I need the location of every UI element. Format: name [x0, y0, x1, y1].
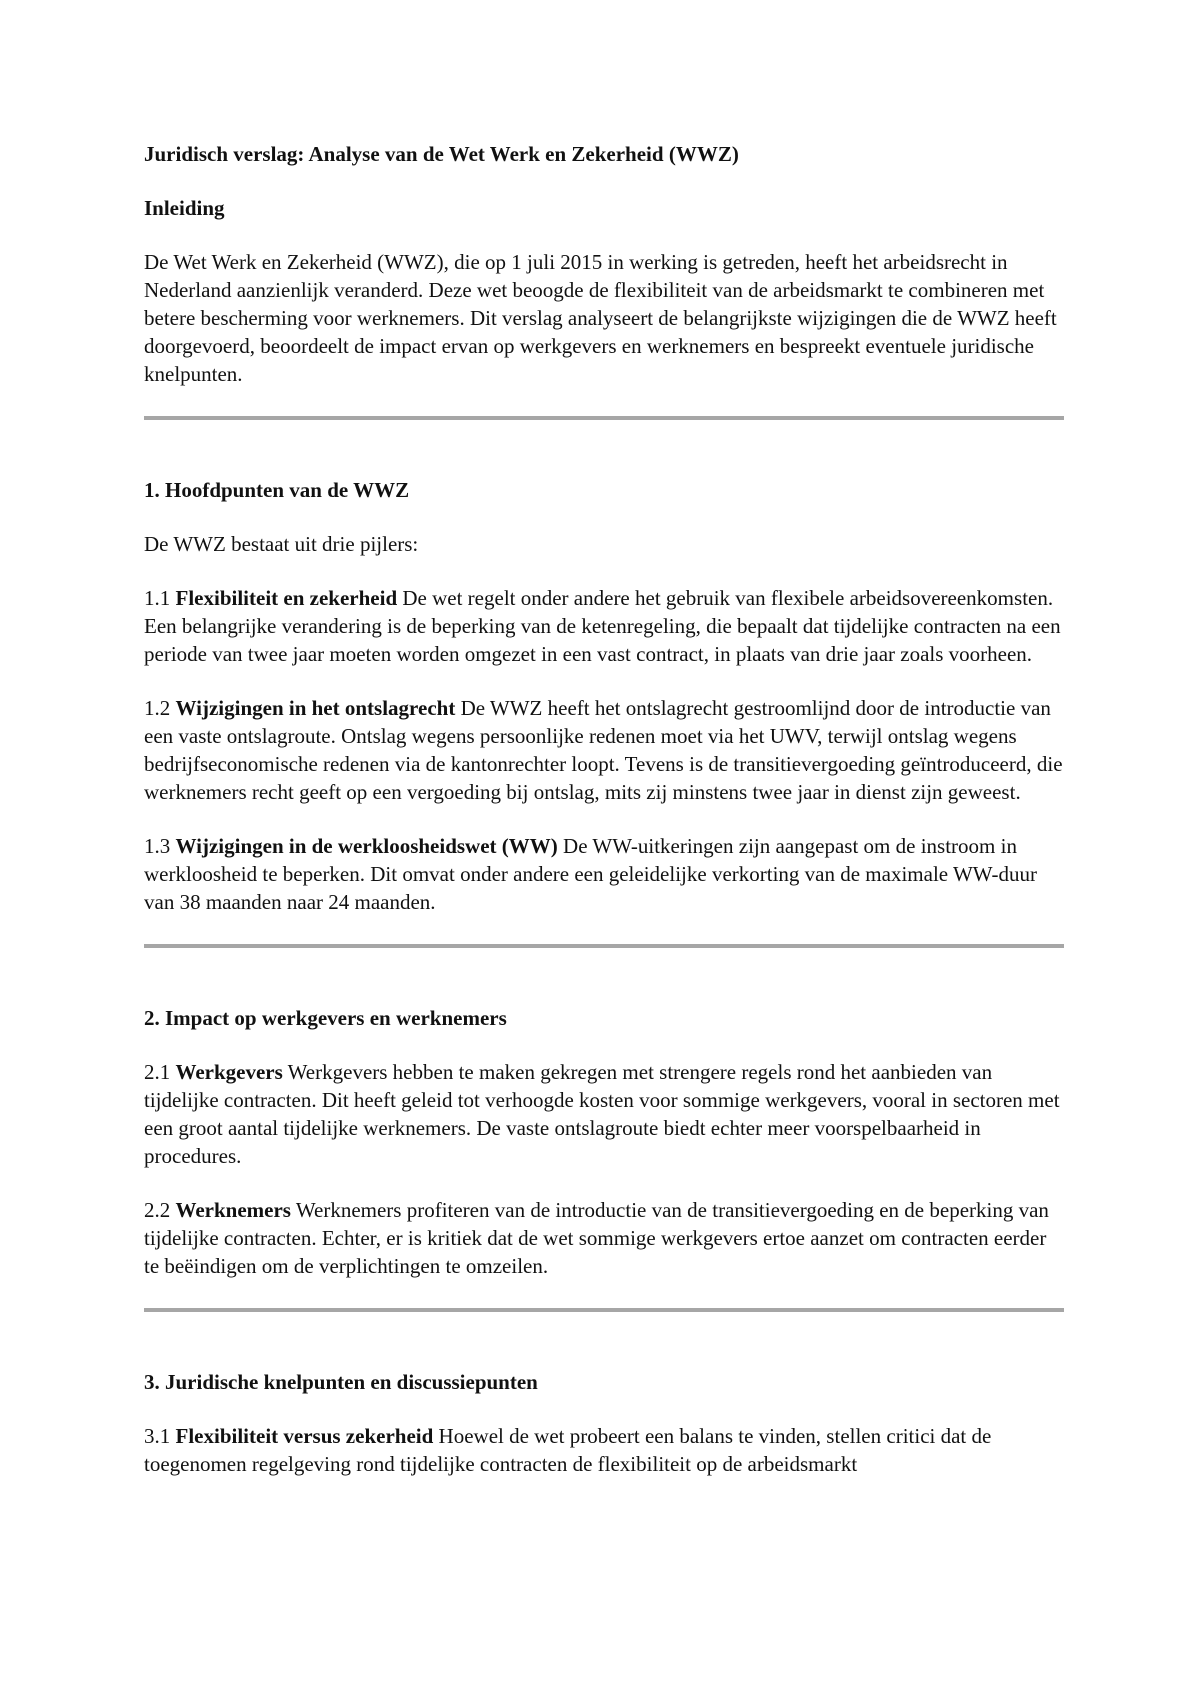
section-divider	[144, 944, 1064, 948]
section-2-heading: 2. Impact op werkgevers en werknemers	[144, 1006, 507, 1030]
section-3-heading: 3. Juridische knelpunten en discussiepunten	[144, 1370, 538, 1394]
subsection-number: 1.2	[144, 696, 171, 720]
document-title: Juridisch verslag: Analyse van de Wet Werk en Zekerheid (WWZ)	[144, 142, 739, 166]
subsection-label: Werknemers	[175, 1198, 291, 1222]
subsection-3-1	[144, 1422, 1064, 1478]
subsection-1-3	[144, 832, 1064, 916]
subsection-number: 2.2	[144, 1198, 171, 1222]
subsection-text: De WWZ heeft het ontslagrecht gestroomlijnd door de introductie van een vaste ontslagroute. Ontslag wegens persoonlijke redenen moet via het UWV, terwijl ontslag wegens bedrijfseconomische redenen via de kantonrechter loopt. Tevens is de transitievergoeding geïntroduceerd, die werknemers recht geeft op een vergoeding bij ontslag, mits zij minstens twee jaar in dienst zijn geweest.	[144, 696, 1063, 804]
subsection-label: Wijzigingen in het ontslagrecht	[175, 696, 456, 720]
subsection-label: Werkgevers	[175, 1060, 283, 1084]
subsection-number: 2.1	[144, 1060, 171, 1084]
intro-paragraph: De Wet Werk en Zekerheid (WWZ), die op 1 juli 2015 in werking is getreden, heeft het arbeidsrecht in Nederland aanzienlijk veranderd. Deze wet beoogde de flexibiliteit van de arbeidsmarkt te combineren met betere bescherming voor werknemers. Dit verslag analyseert de belangrijkste wijzigingen die de WWZ heeft doorgevoerd, beoordeelt de impact ervan op werkgevers en werknemers en bespreekt eventuele juridische knelpunten.	[144, 250, 1057, 386]
section-divider	[144, 1308, 1064, 1312]
subsection-text: Hoewel de wet probeert een balans te vinden, stellen critici dat de toegenomen regelgeving rond tijdelijke contracten de flexibiliteit op de arbeidsmarkt	[144, 1424, 992, 1476]
subsection-text: De wet regelt onder andere het gebruik van flexibele arbeidsovereenkomsten. Een belangrijke verandering is de beperking van de ketenregeling, die bepaalt dat tijdelijke contracten na een periode van twee jaar moeten worden omgezet in een vast contract, in plaats van drie jaar zoals voorheen.	[144, 586, 1061, 666]
subsection-2-2	[144, 1196, 1064, 1280]
document-page	[144, 140, 1064, 1478]
subsection-2-1	[144, 1058, 1064, 1170]
subsection-label: Flexibiliteit versus zekerheid	[175, 1424, 434, 1448]
subsection-text: Werknemers profiteren van de introductie van de transitievergoeding en de beperking van tijdelijke contracten. Echter, er is kritiek dat de wet sommige werkgevers ertoe aanzet om contracten eerder te beëindigen om de verplichtingen te omzeilen.	[144, 1198, 1049, 1278]
subsection-label: Flexibiliteit en zekerheid	[175, 586, 398, 610]
section-1-lead: De WWZ bestaat uit drie pijlers:	[144, 532, 419, 556]
subsection-number: 1.3	[144, 834, 171, 858]
subsection-text: De WW-uitkeringen zijn aangepast om de instroom in werkloosheid te beperken. Dit omvat onder andere een geleidelijke verkorting van de maximale WW-duur van 38 maanden naar 24 maanden.	[144, 834, 1037, 914]
section-divider	[144, 416, 1064, 420]
subsection-1-1	[144, 584, 1064, 668]
subsection-number: 3.1	[144, 1424, 171, 1448]
subsection-text: Werkgevers hebben te maken gekregen met strengere regels rond het aanbieden van tijdelijke contracten. Dit heeft geleid tot verhoogde kosten voor sommige werkgevers, vooral in sectoren met een groot aantal tijdelijke werknemers. De vaste ontslagroute biedt echter meer voorspelbaarheid in procedures.	[144, 1060, 1060, 1168]
intro-heading: Inleiding	[144, 196, 225, 220]
subsection-1-2	[144, 694, 1064, 806]
subsection-label: Wijzigingen in de werkloosheidswet (WW)	[175, 834, 558, 858]
section-1-heading: 1. Hoofdpunten van de WWZ	[144, 478, 410, 502]
subsection-number: 1.1	[144, 586, 171, 610]
